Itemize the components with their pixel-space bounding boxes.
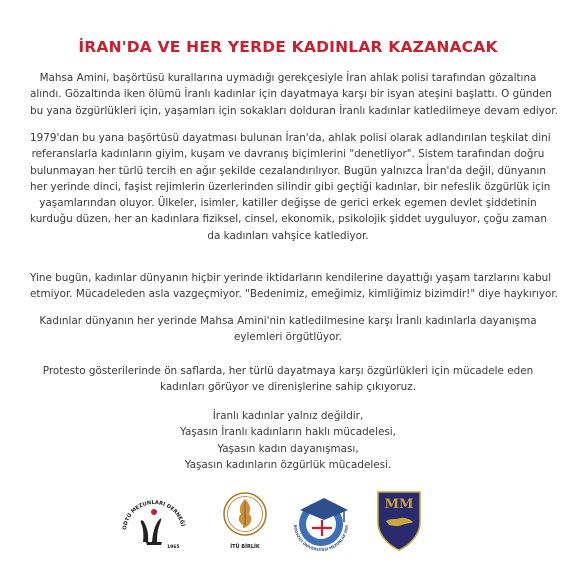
slogan-line: Yaşasın kadın dayanışması, xyxy=(217,442,359,455)
bogazici-mezunlar-dernegi-logo xyxy=(286,490,356,554)
text-line: Yine bugün, kadınlar dünyanın hiçbir yerinde iktidarların kendilerine dayattığı yaşam tarzlarını kabul xyxy=(30,272,552,284)
paragraph-mahsa-amini xyxy=(30,70,558,119)
text-line: referanslarla kadınların giyim, kuşam ve davranış biçimlerini "denetliyor". Sistem tarafından doğru xyxy=(31,148,545,161)
text-line: etmiyor. Mücadeleden asla vazgeçmiyor. "Bedenimiz, emeğimiz, kimliğimiz bizimdir!" diye haykırıyor. xyxy=(30,288,559,301)
slogan-line: Yaşasın İranlı kadınların haklı mücadelesi, xyxy=(180,426,396,439)
text-line: bulunmayan her türlü tercih en ağır şekilde cezalandırılıyor. Bugün yalnızca İran'da değil, dünyanın xyxy=(30,164,546,177)
paragraph-dayanisma xyxy=(30,313,546,346)
svg-text:ODTÜ MEZUNLARI DERNEĞİ: ODTÜ MEZUNLARI DERNEĞİ xyxy=(122,499,186,531)
text-line: yaşamlarından oluyor. Ülkeler, isimler, katiller değişse de gerici erkek egemen devlet şiddetinin xyxy=(39,197,537,210)
text-line: alındı. Gözaltında iken ölümü İranlı kadınlar için dayatmaya karşı bir isyan ateşini başlattı. O günden xyxy=(30,88,552,101)
text-line: her yerinde dinci, faşist rejimlerin üzerlerinden silindir gibi geçtiği kadınlar, bir nefeslik özgürlük için xyxy=(30,180,551,193)
paragraph-1979 xyxy=(30,130,551,244)
slogan-line: İranlı kadınlar yalnız değildir, xyxy=(212,410,364,422)
paragraph-yine-bugun xyxy=(30,270,559,303)
logo-caption: İTÜ BİRLİK xyxy=(230,544,260,550)
mm-logo xyxy=(374,488,424,552)
logo-monogram: MM xyxy=(384,497,414,512)
svg-text:BOĞAZİÇİ ÜNİVERSİTESİ MEZUNLAR: BOĞAZİÇİ ÜNİVERSİTESİ MEZUNLAR DER xyxy=(292,524,350,553)
logo-year: 1965 xyxy=(167,545,180,550)
text-line: kadınları görüyor ve direnişlerine sahip çıkıyoruz. xyxy=(159,381,417,394)
text-line: eylemleri örgütlüyor. xyxy=(234,331,342,344)
itu-birlik-logo xyxy=(222,488,268,554)
paragraph-protesto xyxy=(30,363,546,396)
odtu-mezunlari-dernegi-logo xyxy=(118,492,190,556)
text-line: Kadınlar dünyanın her yerinde Mahsa Amini'nin katledilmesine karşı İranlı kadınlarla dayanışma xyxy=(39,315,537,327)
paragraph-slogans xyxy=(30,408,546,473)
slogan-line: Yaşasın kadınların özgürlük mücadelesi. xyxy=(184,458,392,471)
logo-row xyxy=(0,488,576,558)
text-line: bu yana özgürlükleri için, yaşamları için sokakları dolduran İranlı kadınlar katledilmeye devam ediyor. xyxy=(30,104,558,117)
text-line: Mahsa Amini, başörtüsü kurallarına uymadığı gerekçesiyle İran ahlak polisi tarafından gözaltına xyxy=(39,72,537,84)
text-line: da kadınları vahşice katlediyor. xyxy=(207,229,369,242)
text-line: Protesto gösterilerinde ön saflarda, her türlü dayatmaya karşı özgürlükleri için mücadele eden xyxy=(42,365,534,377)
text-line: kurduğu düzen, her an kadınlara fiziksel, cinsel, ekonomik, psikolojik şiddet uyguluyor, çoğu zaman xyxy=(30,213,547,226)
page-title: İRAN'DA VE HER YERDE KADINLAR KAZANACAK xyxy=(78,38,498,56)
text-line: 1979'dan bu yana başörtüsü dayatması bulunan İran'da, ahlak polisi olarak adlandırılan teşkilat dini xyxy=(30,132,551,144)
